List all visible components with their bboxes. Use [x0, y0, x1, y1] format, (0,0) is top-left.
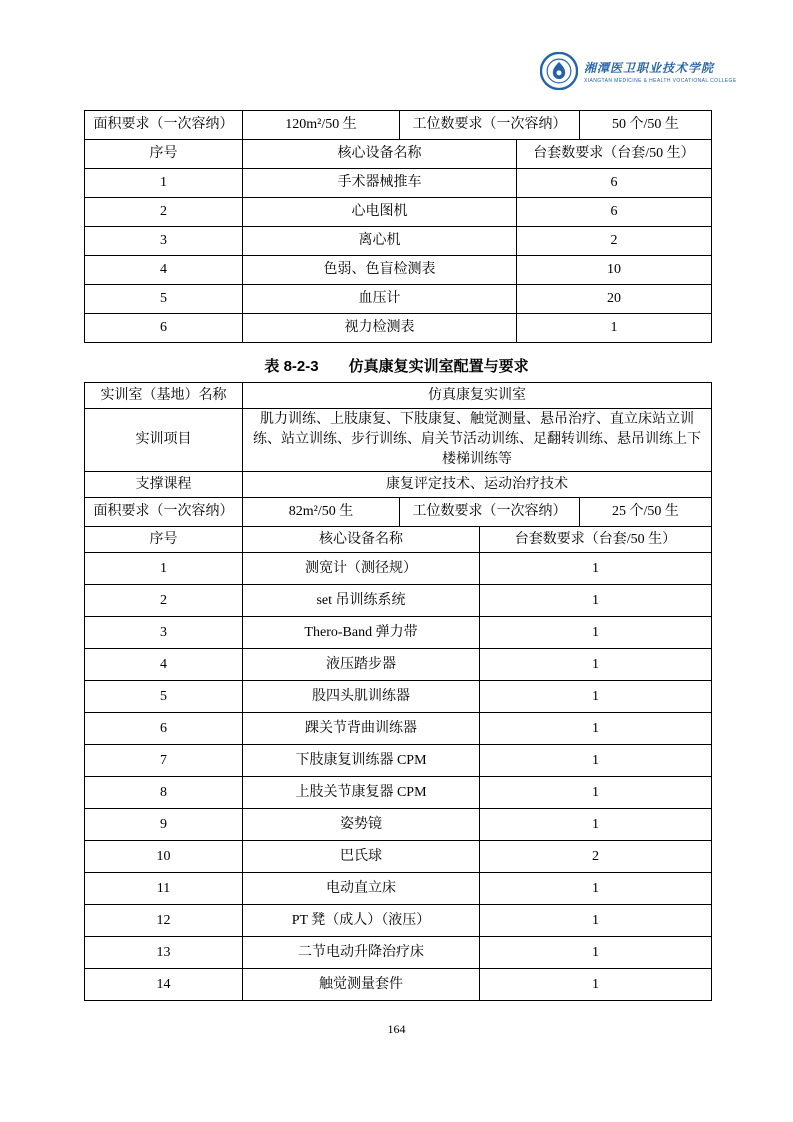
col-header-name: 核心设备名称	[243, 527, 480, 553]
quantity-cell: 1	[517, 314, 712, 343]
quantity-cell: 1	[480, 617, 712, 649]
supporting-courses-label: 支撑课程	[85, 472, 243, 498]
room-name-value: 仿真康复实训室	[243, 383, 712, 409]
table-row	[85, 937, 712, 969]
table-row	[85, 905, 712, 937]
quantity-cell: 6	[517, 169, 712, 198]
station-requirement-value: 50 个/50 生	[580, 111, 712, 140]
quantity-cell: 1	[480, 553, 712, 585]
equipment-name-cell: 触觉测量套件	[243, 969, 480, 1001]
equipment-name-cell: 离心机	[243, 227, 517, 256]
equipment-name-cell: 视力检测表	[243, 314, 517, 343]
quantity-cell: 1	[480, 873, 712, 905]
quantity-cell: 1	[480, 713, 712, 745]
table-row	[85, 617, 712, 649]
quantity-cell: 2	[517, 227, 712, 256]
college-name-chinese: 湘潭医卫职业技术学院	[584, 60, 715, 75]
equipment-name-cell: 色弱、色盲检测表	[243, 256, 517, 285]
table-row	[85, 553, 712, 585]
table-row	[85, 169, 712, 198]
table-row	[85, 713, 712, 745]
college-logo-text	[584, 59, 737, 84]
table-row	[85, 809, 712, 841]
area-requirement-value: 82m²/50 生	[243, 498, 400, 527]
quantity-cell: 1	[480, 681, 712, 713]
equipment-name-cell: 下肢康复训练器 CPM	[243, 745, 480, 777]
quantity-cell: 6	[517, 198, 712, 227]
equipment-name-cell: 测宽计（测径规）	[243, 553, 480, 585]
training-projects-label: 实训项目	[85, 409, 243, 472]
table-8-2-3-title: 表 8-2-3 仿真康复实训室配置与要求	[264, 358, 529, 375]
equipment-table-1	[84, 110, 712, 343]
table-row	[85, 745, 712, 777]
row-index-cell: 6	[85, 314, 243, 343]
row-index-cell: 9	[85, 809, 243, 841]
table-row	[85, 873, 712, 905]
quantity-cell: 1	[480, 905, 712, 937]
training-projects-row	[85, 409, 712, 472]
supporting-courses-row	[85, 472, 712, 498]
table-row	[85, 314, 712, 343]
equipment-name-cell: 踝关节背曲训练器	[243, 713, 480, 745]
table-row	[85, 681, 712, 713]
area-requirement-label: 面积要求（一次容纳）	[85, 498, 243, 527]
station-requirement-label: 工位数要求（一次容纳）	[400, 111, 580, 140]
table-row	[85, 841, 712, 873]
col-header-qty: 台套数要求（台套/50 生）	[517, 140, 712, 169]
quantity-cell: 10	[517, 256, 712, 285]
table-row	[85, 777, 712, 809]
area-requirement-row	[85, 498, 712, 527]
equipment-name-cell: Thero-Band 弹力带	[243, 617, 480, 649]
row-index-cell: 6	[85, 713, 243, 745]
row-index-cell: 8	[85, 777, 243, 809]
room-name-row	[85, 383, 712, 409]
row-index-cell: 4	[85, 649, 243, 681]
training-projects-value: 肌力训练、上肢康复、下肢康复、触觉测量、悬吊治疗、直立床站立训练、站立训练、步行训练、肩关节活动训练、足翻转训练、悬吊训练上下楼梯训练等	[243, 409, 712, 472]
area-requirement-row	[85, 111, 712, 140]
quantity-cell: 1	[480, 585, 712, 617]
col-header-index: 序号	[85, 140, 243, 169]
equipment-name-cell: 心电图机	[243, 198, 517, 227]
row-index-cell: 1	[85, 553, 243, 585]
table-row	[85, 285, 712, 314]
college-emblem-icon	[540, 52, 578, 90]
row-index-cell: 7	[85, 745, 243, 777]
quantity-cell: 1	[480, 969, 712, 1001]
quantity-cell: 1	[480, 809, 712, 841]
quantity-cell: 1	[480, 649, 712, 681]
equipment-name-cell: 液压踏步器	[243, 649, 480, 681]
col-header-index: 序号	[85, 527, 243, 553]
row-index-cell: 5	[85, 285, 243, 314]
table-row	[85, 969, 712, 1001]
equipment-name-cell: 姿势镜	[243, 809, 480, 841]
row-index-cell: 10	[85, 841, 243, 873]
quantity-cell: 1	[480, 937, 712, 969]
room-name-label: 实训室（基地）名称	[85, 383, 243, 409]
row-index-cell: 3	[85, 227, 243, 256]
table-row	[85, 256, 712, 285]
quantity-cell: 1	[480, 777, 712, 809]
area-requirement-value: 120m²/50 生	[243, 111, 400, 140]
equipment-name-cell: 电动直立床	[243, 873, 480, 905]
table-row	[85, 227, 712, 256]
row-index-cell: 11	[85, 873, 243, 905]
equipment-name-cell: 巴氏球	[243, 841, 480, 873]
column-header-row	[85, 527, 712, 553]
college-logo	[540, 52, 737, 90]
row-index-cell: 1	[85, 169, 243, 198]
equipment-name-cell: 股四头肌训练器	[243, 681, 480, 713]
table-row	[85, 198, 712, 227]
station-requirement-value: 25 个/50 生	[580, 498, 712, 527]
equipment-name-cell: PT 凳（成人）（液压）	[243, 905, 480, 937]
row-index-cell: 3	[85, 617, 243, 649]
row-index-cell: 4	[85, 256, 243, 285]
equipment-name-cell: 血压计	[243, 285, 517, 314]
quantity-cell: 20	[517, 285, 712, 314]
equipment-name-cell: 手术器械推车	[243, 169, 517, 198]
row-index-cell: 5	[85, 681, 243, 713]
row-index-cell: 14	[85, 969, 243, 1001]
column-header-row	[85, 140, 712, 169]
quantity-cell: 2	[480, 841, 712, 873]
col-header-name: 核心设备名称	[243, 140, 517, 169]
equipment-name-cell: 二节电动升降治疗床	[243, 937, 480, 969]
supporting-courses-value: 康复评定技术、运动治疗技术	[243, 472, 712, 498]
row-index-cell: 12	[85, 905, 243, 937]
table-row	[85, 649, 712, 681]
equipment-table-2	[84, 382, 712, 1001]
row-index-cell: 13	[85, 937, 243, 969]
col-header-qty: 台套数要求（台套/50 生）	[480, 527, 712, 553]
station-requirement-label: 工位数要求（一次容纳）	[400, 498, 580, 527]
equipment-name-cell: set 吊训练系统	[243, 585, 480, 617]
row-index-cell: 2	[85, 585, 243, 617]
quantity-cell: 1	[480, 745, 712, 777]
row-index-cell: 2	[85, 198, 243, 227]
table-row	[85, 585, 712, 617]
page-number: 164	[387, 1022, 406, 1036]
equipment-name-cell: 上肢关节康复器 CPM	[243, 777, 480, 809]
area-requirement-label: 面积要求（一次容纳）	[85, 111, 243, 140]
college-name-english: XIANGTAN MEDICINE & HEALTH VOCATIONAL COLLEGE	[584, 77, 737, 84]
